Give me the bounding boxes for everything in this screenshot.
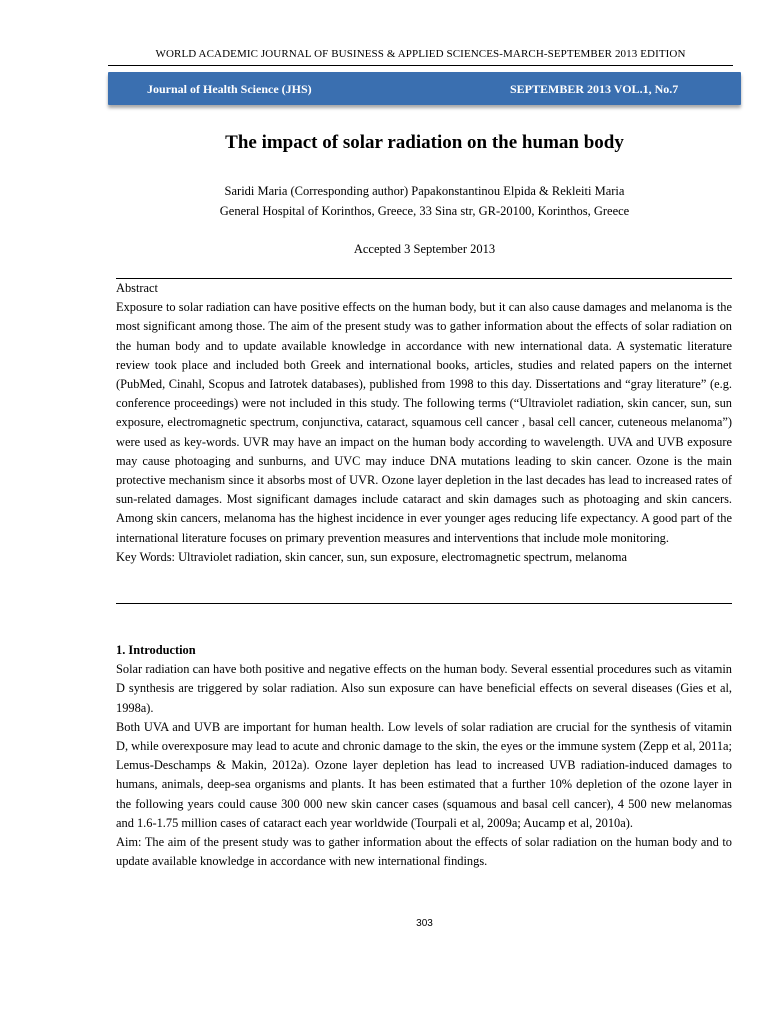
- section-heading: 1. Introduction: [116, 643, 196, 657]
- page-number: 303: [416, 918, 433, 929]
- journal-banner: [108, 72, 741, 105]
- abstract-bottom-rule: [116, 603, 732, 604]
- journal-name: Journal of Health Science (JHS): [147, 82, 312, 96]
- abstract-heading: Abstract: [116, 281, 158, 295]
- paragraph: Solar radiation can have both positive and negative effects on the human body. Several essential procedures such as vitamin D synthesis are triggered by solar radiation. Also sun exposure can have beneficial effects on several diseases (Gies et al, 1998a).: [116, 662, 732, 715]
- paragraph: Aim: The aim of the present study was to gather information about the effects of solar radiation on the human body and to update available knowledge in accordance with new international findings.: [116, 835, 732, 869]
- introduction-section: [116, 641, 732, 871]
- keywords: Key Words: Ultraviolet radiation, skin cancer, sun, sun exposure, electromagnetic spectrum, melanoma: [116, 549, 627, 564]
- accepted-date: Accepted 3 September 2013: [353, 242, 496, 256]
- article-authors: Saridi Maria (Corresponding author) Papakonstantinou Elpida & Rekleiti Maria: [224, 184, 625, 198]
- header-rule: [108, 65, 733, 66]
- abstract-block: [116, 279, 732, 567]
- issue-info: SEPTEMBER 2013 VOL.1, No.7: [510, 82, 679, 96]
- abstract-text: Exposure to solar radiation can have positive effects on the human body, but it can also cause damages and melanoma is the most significant among those. The aim of the present study was to gather information about the effects of solar radiation on the human body and to update available knowledge in accordance with new international data. A systematic literature review took place and included both Greek and international books, articles, studies and related papers on the internet (PubMed, Cinahl, Scopus and Iatrotek databases), published from 1998 to this day. Dissertations and “gray literature” (e.g. conference proceedings) were not included in this study. The following terms (“Ultraviolet radiation, skin cancer, sun, sun exposure, electromagnetic spectrum, conjunctiva, cataract, squamous cell cancer , basal cell cancer, cuteneous melanoma”) were used as key-words. UVR may have an impact on the human body according to wavelength. UVA and UVB exposure may cause photoaging and sunburns, and UVC may induce DNA mutations leading to skin cancer. Ozone is the main protective mechanism since it absorbs most of UVR. Ozone layer depletion in the last decades has lead to increased rates of sun-related damages. Most significant damages include cataract and skin damages such as photoaging and skin cancers. Among skin cancers, melanoma has the highest incidence in ever younger ages reducing life expectancy. A good part of the international literature focuses on primary prevention measures and interventions that include mole monitoring.: [116, 300, 732, 545]
- article-title: The impact of solar radiation on the human body: [225, 132, 624, 153]
- paragraph: Both UVA and UVB are important for human health. Low levels of solar radiation are crucial for the synthesis of vitamin D, while overexposure may lead to acute and chronic damage to the skin, the eyes or the immune system (Zepp et al, 2011a; Lemus-Deschamps & Makin, 2012a). Ozone layer depletion has lead to increased UVB radiation-induced damages to humans, animals, deep-sea organisms and plants. It has been estimated that a further 10% depletion of the ozone layer in the following years could cause 300 000 new skin cancer cases (squamous and basal cell cancer), 4 500 new melanomas and 1.6-1.75 million cases of cataract each year worldwide (Tourpali et al, 2009a; Aucamp et al, 2010a).: [116, 719, 732, 830]
- article-affiliation: General Hospital of Korinthos, Greece, 33 Sina str, GR-20100, Korinthos, Greece: [219, 204, 630, 218]
- running-header: WORLD ACADEMIC JOURNAL OF BUSINESS & APPLIED SCIENCES-MARCH-SEPTEMBER 2013 EDITION: [155, 48, 686, 60]
